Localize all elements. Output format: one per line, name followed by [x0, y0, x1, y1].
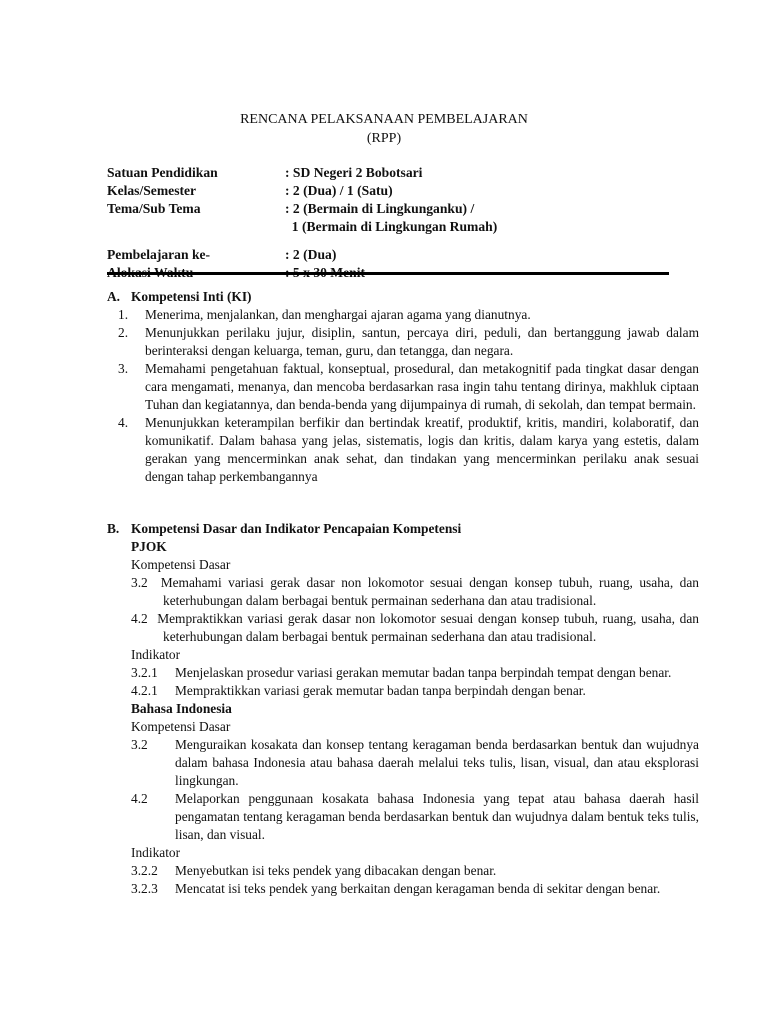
item-text: Menerima, menjalankan, dan menghargai ajaran agama yang dianutnya. — [145, 307, 531, 322]
indicator-text: Menjelaskan prosedur variasi gerakan memutar badan tanpa berpindah tempat dengan benar. — [175, 665, 672, 680]
list-item — [107, 324, 699, 360]
title-line-1: RENCANA PELAKSANAAN PEMBELAJARAN — [240, 112, 528, 127]
section-letter: A. — [107, 289, 121, 304]
identity-table — [107, 164, 497, 282]
subject-title: Bahasa Indonesia — [131, 701, 232, 716]
info-label: Satuan Pendidikan — [107, 165, 218, 180]
info-value: 1 (Bermain di Lingkungan Rumah) — [285, 219, 498, 234]
info-row — [107, 164, 497, 182]
indicator-number: 3.2.3 — [131, 881, 158, 896]
kd-item — [131, 790, 699, 844]
indicator-text: Mencatat isi teks pendek yang berkaitan dengan keragaman benda di sekitar dengan benar. — [175, 881, 661, 896]
kd-label: Kompetensi Dasar — [131, 719, 231, 734]
list-item — [107, 414, 699, 486]
title-line-2: (RPP) — [366, 131, 402, 146]
kd-number: 4.2 — [131, 611, 148, 626]
info-value: : 2 (Dua) / 1 (Satu) — [285, 183, 393, 198]
indicator-number: 3.2.1 — [131, 665, 158, 680]
indicator-item — [131, 682, 699, 700]
info-row — [107, 246, 497, 264]
kd-text: Menguraikan kosakata dan konsep tentang keragaman benda berdasarkan bentuk dan wujudnya dalam bahasa Indonesia atau bahasa daerah melalui teks tulis, lisan, visual, dan atau eksplorasi lingkungan. — [175, 737, 699, 788]
kd-text: Melaporkan penggunaan kosakata bahasa Indonesia yang tepat atau bahasa daerah hasil pengamatan tentang keragaman benda berdasarkan bentuk dan wujudnya dalam bentuk teks tulis, lisan, dan visual. — [175, 791, 699, 842]
indicator-number: 3.2.2 — [131, 863, 158, 878]
indicator-text: Mempraktikkan variasi gerak memutar badan tanpa berpindah dengan benar. — [175, 683, 586, 698]
indicator-label: Indikator — [131, 647, 181, 662]
section-title: Kompetensi Inti (KI) — [131, 289, 252, 304]
item-number: 1. — [118, 307, 129, 322]
indicator-label: Indikator — [131, 845, 181, 860]
info-value: : SD Negeri 2 Bobotsari — [285, 165, 423, 180]
section-heading — [107, 288, 699, 306]
kd-number: 4.2 — [131, 791, 148, 806]
kd-item — [131, 574, 699, 610]
info-label: Pembelajaran ke- — [107, 247, 211, 262]
kd-item — [131, 736, 699, 790]
info-row — [107, 200, 497, 218]
section-title: Kompetensi Dasar dan Indikator Pencapaian Kompetensi — [131, 521, 462, 536]
info-value: : 2 (Dua) — [285, 247, 337, 262]
section-b — [107, 520, 699, 898]
subject-pjok — [131, 538, 699, 700]
info-label: Kelas/Semester — [107, 183, 197, 198]
item-number: 2. — [118, 325, 129, 340]
kd-number: 3.2 — [131, 737, 148, 752]
divider — [107, 272, 669, 275]
kd-text: Memahami variasi gerak dasar non lokomotor sesuai dengan konsep tubuh, ruang, usaha, dan keterhubungan dalam berbagai bentuk permainan sederhana dan atau tradisional. — [160, 575, 699, 608]
item-text: Menunjukkan keterampilan berfikir dan bertindak kreatif, produktif, kritis, mandiri, kolaboratif, dan komunikatif. Dalam bahasa yang jelas, sistematis, logis dan kritis, dalam karya yang estetis, dalam gerakan yang mencerminkan anak sehat, dan tindakan yang mencerminkan perilaku anak sesuai dengan tahap perkembangannya — [145, 415, 699, 484]
section-a — [107, 288, 699, 486]
info-row — [107, 182, 497, 200]
info-value: : 2 (Bermain di Lingkunganku) / — [285, 201, 475, 216]
item-number: 3. — [118, 361, 129, 376]
list-item — [107, 306, 699, 324]
section-letter: B. — [107, 521, 120, 536]
indicator-number: 4.2.1 — [131, 683, 158, 698]
subject-title: PJOK — [131, 539, 167, 554]
info-label: Tema/Sub Tema — [107, 201, 201, 216]
info-value: : 5 x 30 Menit — [285, 265, 366, 280]
section-heading — [107, 520, 699, 538]
kd-number: 3.2 — [131, 575, 148, 590]
kd-text: Mempraktikkan variasi gerak dasar non lokomotor sesuai dengan konsep tubuh, ruang, usaha, dan keterhubungan dalam berbagai bentuk permainan sederhana dan atau tradisional. — [157, 611, 699, 644]
kd-item — [131, 610, 699, 646]
indicator-item — [131, 862, 699, 880]
indicator-item — [131, 664, 699, 682]
item-number: 4. — [118, 415, 129, 430]
item-text: Menunjukkan perilaku jujur, disiplin, santun, percaya diri, peduli, dan bertanggung jawab dalam berinteraksi dengan keluarga, teman, guru, dan tetangga, dan negara. — [145, 325, 699, 358]
ki-list — [107, 306, 699, 486]
info-label — [107, 218, 285, 236]
info-row — [107, 218, 497, 236]
list-item — [107, 360, 699, 414]
subject-bahasa-indonesia — [131, 700, 699, 898]
info-label: Alokasi Waktu — [107, 265, 194, 280]
kd-label: Kompetensi Dasar — [131, 557, 231, 572]
document-title — [0, 110, 768, 148]
indicator-item — [131, 880, 699, 898]
indicator-text: Menyebutkan isi teks pendek yang dibacakan dengan benar. — [175, 863, 497, 878]
item-text: Memahami pengetahuan faktual, konseptual, prosedural, dan metakognitif pada tingkat dasar dengan cara mengamati, menanya, dan mencoba berdasarkan rasa ingin tahu tentang dirinya, makhluk ciptaan Tuhan dan kegiatannya, dan benda-benda yang dijumpainya di rumah, di sekolah, dan tempat bermain. — [145, 361, 699, 412]
